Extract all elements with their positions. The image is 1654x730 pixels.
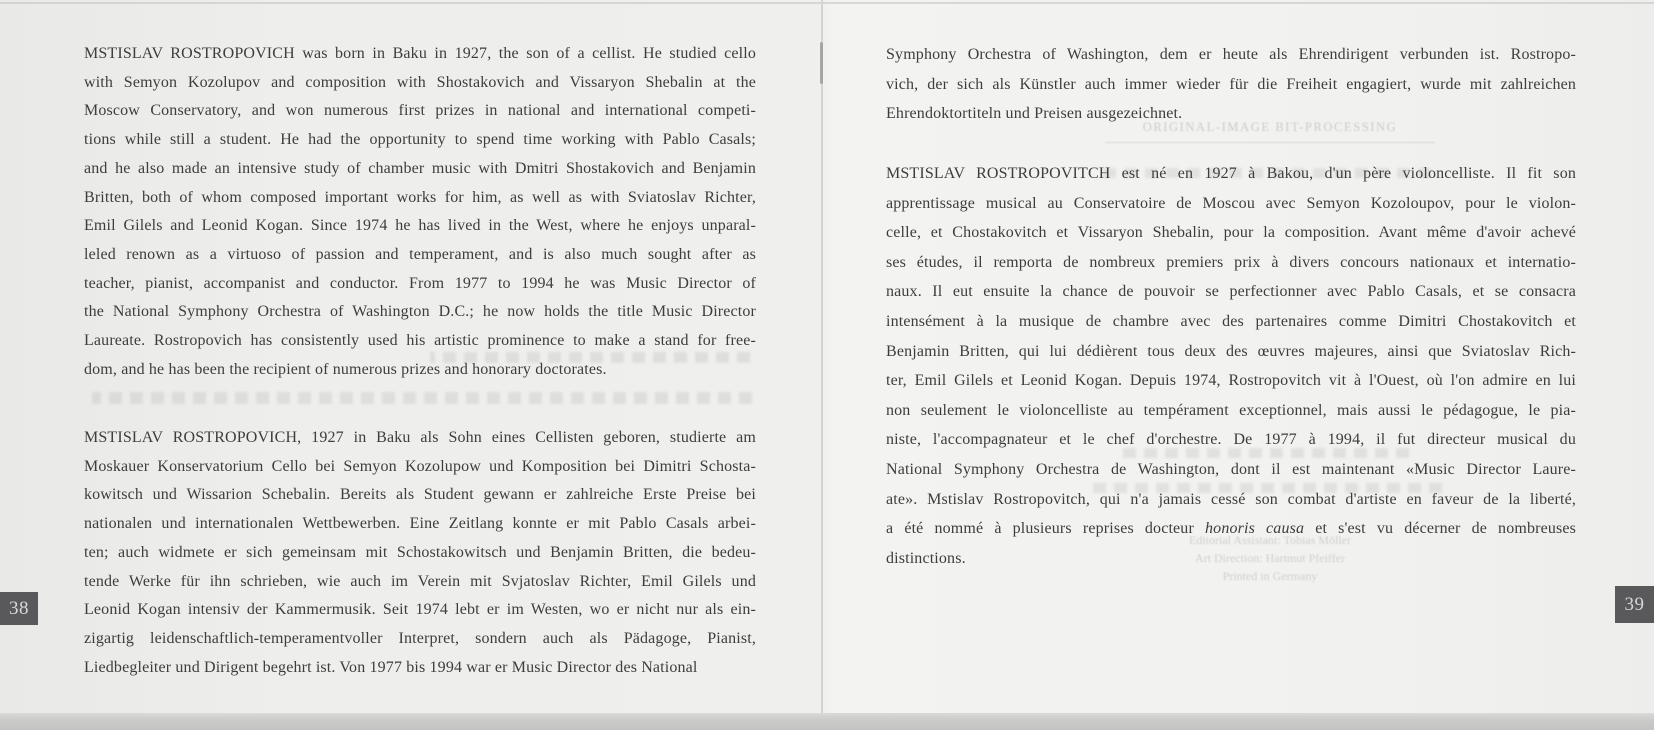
page-number: 39 xyxy=(1624,593,1645,615)
text-line: Editorial Assistant: Tobias Möller xyxy=(1189,533,1351,547)
text-line: non seulement le violoncelliste au tempérament exceptionnel, mais aussi le pédagogue, le pia- xyxy=(886,401,1576,419)
text-line: apprentissage musical au Conservatoire de Moscou avec Semyon Kozoloupov, pour le violon- xyxy=(886,194,1576,212)
text-line: with Semyon Kozolupov and composition with Shostakovich and Vissaryon Shebalin at the xyxy=(84,73,756,91)
text-line: National Symphony Orchestra de Washington, dont il est maintenant «Music Director Laure- xyxy=(886,460,1576,478)
text-line: Moscow Conservatory, and won numerous first prizes in national and international competi- xyxy=(84,102,756,120)
page-number: 38 xyxy=(9,597,29,619)
text-line: MSTISLAV ROSTROPOVICH was born in Baku in 1927, the son of a cellist. He studied cello xyxy=(84,45,756,62)
text-line: Moskauer Konservatorium Cello bei Semyon Kozolupow und Komposition bei Dimitri Schosta- xyxy=(84,457,756,475)
text-line: ten; auch widmete er sich gemeinsam mit Schostakowitsch und Benjamin Britten, die bedeu- xyxy=(84,543,756,561)
text-line: MSTISLAV ROSTROPOVITCH est né en 1927 à Bakou, d'un père violoncelliste. Il fit son xyxy=(886,165,1576,182)
text-line: and he also made an intensive study of chamber music with Dmitri Shostakovich and Benjamin xyxy=(84,159,756,177)
page-number-badge-left xyxy=(0,592,38,625)
text-line: Leonid Kogan intensiv der Kammermusik. Seit 1974 lebt er im Westen, wo er nicht nur als ein- xyxy=(84,601,756,619)
left-page xyxy=(0,0,822,730)
text-line: Symphony Orchestra of Washington, dem er heute als Ehrendirigent verbunden ist. Rostropo- xyxy=(886,46,1576,63)
text-line: intensément à la musique de chambre avec des partenaires comme Dimitri Chostakovitch et xyxy=(886,312,1576,330)
text-line: Ehrendoktortiteln und Preisen ausgezeichnet. xyxy=(886,105,1183,123)
page-number-badge-right xyxy=(1615,586,1654,623)
text-line: Liedbegleiter und Dirigent begehrt ist. Von 1977 bis 1994 war er Music Director des National xyxy=(84,658,698,676)
text-line: ter, Emil Gilels et Leonid Kogan. Depuis 1974, Rostropovitch vit à l'Ouest, où l'on admire en lui xyxy=(886,372,1576,390)
text-line: zigartig leidenschaftlich-temperamentvoller Interpret, sondern auch als Pädagoge, Pianist, xyxy=(84,629,756,647)
text-line: naux. Il eut ensuite la chance de pouvoir se perfectionner avec Pablo Casals, et se consacra xyxy=(886,283,1576,301)
text-line: a été nommé à plusieurs reprises docteur honoris causa et s'est vu décerner de nombreuses xyxy=(886,520,1576,538)
text-line: MSTISLAV ROSTROPOVICH, 1927 in Baku als Sohn eines Cellisten geboren, studierte am xyxy=(84,429,756,446)
text-line: tions while still a student. He had the opportunity to spend time working with Pablo Casals; xyxy=(84,131,756,149)
text-line: teacher, pianist, accompanist and conductor. From 1977 to 1994 he was Music Director of xyxy=(84,274,756,292)
right-page xyxy=(823,0,1654,730)
text-line: celle, et Chostakovitch et Vissaryon Shebalin, pour la composition. Avant même d'avoir achevé xyxy=(886,224,1576,242)
bleedthrough-credits xyxy=(1040,531,1500,585)
text-line: vich, der sich als Künstler auch immer wieder für die Freiheit engagiert, wurde mit zahlreichen xyxy=(886,75,1576,93)
bleedthrough-processing-label: ORIGINAL-IMAGE BIT-PROCESSING xyxy=(1142,120,1398,134)
page-bottom-edge xyxy=(0,713,1654,730)
text-line: ses études, il remporta de nombreux premiers prix à divers concours nationaux et internatio- xyxy=(886,253,1576,271)
text-line: Printed in Germany xyxy=(1222,569,1318,583)
bleedthrough-rule xyxy=(1105,142,1435,143)
text-line: Laureate. Rostropovich has consistently used his artistic prominence to make a stand for free- xyxy=(84,332,756,350)
english-biography-paragraph xyxy=(84,40,756,384)
german-biography-paragraph-part2 xyxy=(886,40,1576,129)
text-line: Britten, both of whom composed important works for him, as well as with Sviatoslav Richter, xyxy=(84,188,756,206)
text-line: ate». Mstislav Rostropovitch, qui n'a jamais cessé son combat d'artiste en faveur de la liberté, xyxy=(886,490,1576,508)
bleedthrough-smudge xyxy=(430,352,750,363)
text-line: Benjamin Britten, qui lui dédièrent tous deux des œuvres majeures, ainsi que Sviatoslav Rich- xyxy=(886,342,1576,360)
text-line: leled renown as a virtuoso of passion and temperament, and is also much sought after as xyxy=(84,245,756,263)
bleedthrough-smudge xyxy=(92,392,752,404)
text-line: the National Symphony Orchestra of Washington D.C.; he now holds the title Music Director xyxy=(84,303,756,321)
text-line: distinctions. xyxy=(886,549,966,567)
text-line: Emil Gilels and Leonid Kogan. Since 1974 he has lived in the West, where he enjoys unparal- xyxy=(84,217,756,235)
text-line: niste, l'accompagnateur et le chef d'orchestre. De 1977 à 1994, il fut directeur musical du xyxy=(886,431,1576,449)
text-line: dom, and he has been the recipient of numerous prizes and honorary doctorates. xyxy=(84,360,607,378)
text-line: nationalen und internationalen Wettbewerben. Eine Zeitlang konnte er mit Pablo Casals arbei- xyxy=(84,515,756,533)
german-biography-paragraph-part1 xyxy=(84,424,756,682)
text-line: kowitsch und Wissarion Schebalin. Bereits als Student gewann er zahlreiche Erste Preise bei xyxy=(84,486,756,504)
text-line: Art Direction: Hartmut Pfeiffer xyxy=(1194,551,1346,565)
text-line: tende Werke für ihn schrieben, wie auch im Verein mit Svjatoslav Richter, Emil Gilels und xyxy=(84,572,756,590)
french-biography-paragraph xyxy=(886,159,1576,573)
